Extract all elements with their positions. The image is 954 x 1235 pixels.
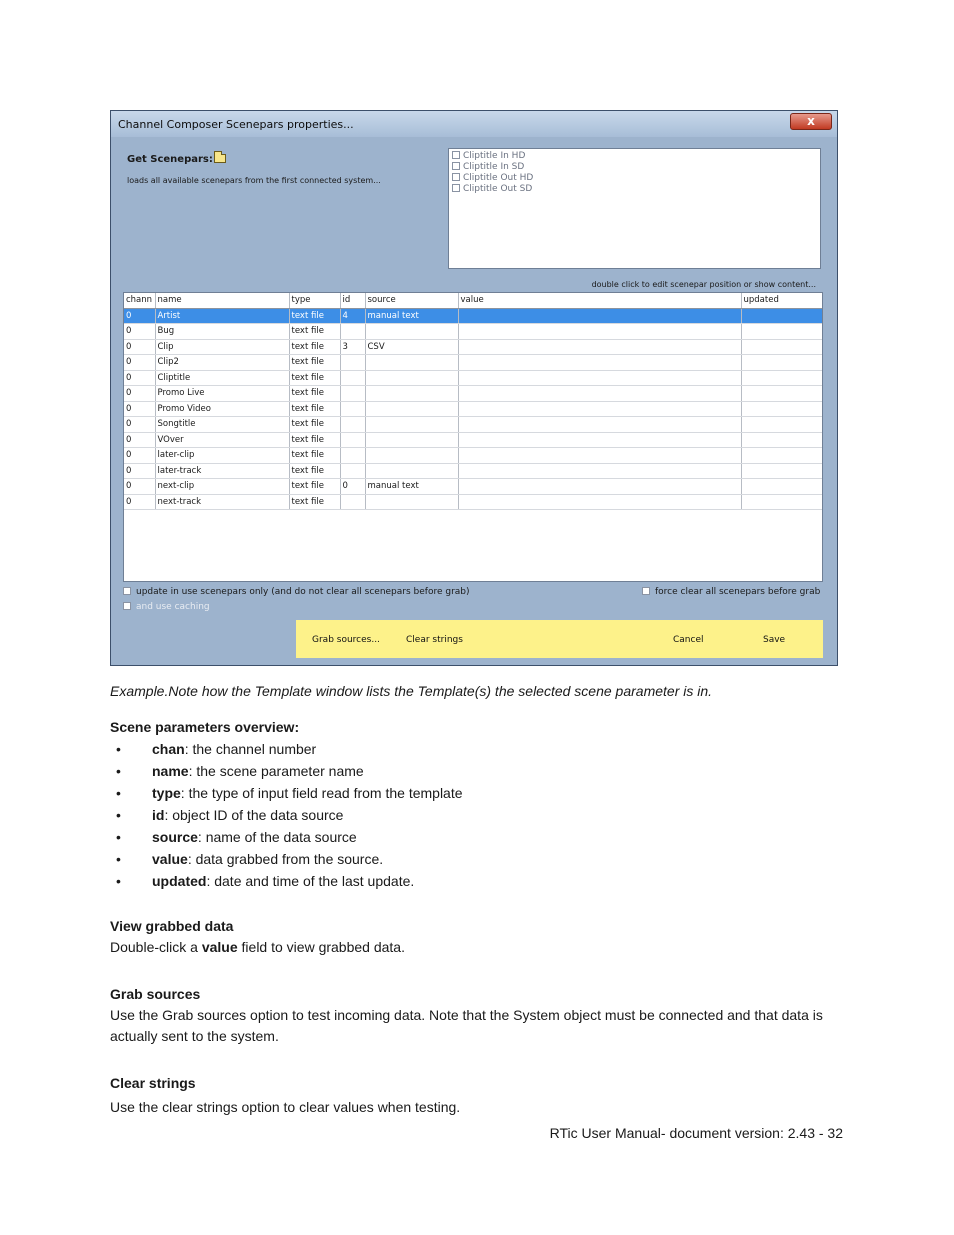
cell-chan[interactable]: 0	[124, 370, 155, 386]
template-item[interactable]	[452, 151, 817, 162]
grid-hint: double click to edit scenepar position or show content...	[591, 280, 816, 289]
cell-value[interactable]	[458, 432, 741, 448]
list-item	[110, 762, 463, 784]
cell-chan[interactable]: 0	[124, 494, 155, 510]
cell-value[interactable]	[458, 308, 741, 324]
cell-id[interactable]	[340, 355, 365, 371]
checkbox[interactable]	[123, 587, 131, 595]
title-bar	[111, 111, 837, 137]
cell-id[interactable]	[340, 417, 365, 433]
grab-heading: Grab sources	[110, 986, 201, 1002]
column-header-type[interactable]: type	[289, 293, 340, 308]
table-row[interactable]	[124, 370, 822, 386]
cell-type[interactable]: text file	[289, 401, 340, 417]
list-item	[110, 850, 463, 872]
table-row[interactable]	[124, 386, 822, 402]
cell-updated[interactable]	[741, 339, 822, 355]
column-header-updated[interactable]: updated	[741, 293, 822, 308]
cell-name[interactable]: later-clip	[155, 448, 289, 464]
cell-chan[interactable]: 0	[124, 355, 155, 371]
cell-value[interactable]	[458, 324, 741, 340]
checkbox[interactable]	[452, 184, 460, 192]
force-clear-label: force clear all scenepars before grab	[655, 587, 821, 597]
overview-heading: Scene parameters overview:	[110, 719, 300, 735]
cell-chan[interactable]: 0	[124, 308, 155, 324]
table-row[interactable]	[124, 417, 822, 433]
cell-id[interactable]	[340, 463, 365, 479]
clear-paragraph: Use the clear strings option to clear values when testing.	[110, 1099, 461, 1115]
param-desc: : the type of input field read from the template	[180, 785, 463, 801]
cell-type[interactable]: text file	[289, 448, 340, 464]
cell-source[interactable]	[365, 355, 458, 371]
dialog-title: Channel Composer Scenepars properties...	[118, 118, 354, 131]
cell-name[interactable]: VOver	[155, 432, 289, 448]
save-button[interactable]: Save	[763, 635, 786, 645]
cell-updated[interactable]	[741, 308, 822, 324]
cell-type[interactable]: text file	[289, 417, 340, 433]
checkbox[interactable]	[452, 173, 460, 181]
cell-updated[interactable]	[741, 324, 822, 340]
cell-type[interactable]: text file	[289, 386, 340, 402]
grab-sources-button[interactable]: Grab sources...	[312, 635, 380, 645]
cancel-button[interactable]: Cancel	[673, 635, 704, 645]
column-header-id[interactable]: id	[340, 293, 365, 308]
use-caching-option[interactable]	[123, 602, 210, 612]
cell-value[interactable]	[458, 479, 741, 495]
cell-chan[interactable]: 0	[124, 463, 155, 479]
cell-chan[interactable]: 0	[124, 479, 155, 495]
cell-source[interactable]	[365, 463, 458, 479]
cell-value[interactable]	[458, 401, 741, 417]
cell-type[interactable]: text file	[289, 308, 340, 324]
cell-updated[interactable]	[741, 370, 822, 386]
table-row[interactable]	[124, 432, 822, 448]
cell-source[interactable]: manual text	[365, 308, 458, 324]
cell-name[interactable]: next-clip	[155, 479, 289, 495]
cell-id[interactable]	[340, 401, 365, 417]
template-item[interactable]	[452, 173, 817, 184]
close-button[interactable]	[790, 113, 832, 130]
scenepars-grid[interactable]	[123, 292, 823, 582]
cell-updated[interactable]	[741, 479, 822, 495]
cell-name[interactable]: Clip2	[155, 355, 289, 371]
cell-name[interactable]: Bug	[155, 324, 289, 340]
cell-id[interactable]: 3	[340, 339, 365, 355]
cell-id[interactable]: 0	[340, 479, 365, 495]
table-row[interactable]	[124, 494, 822, 510]
template-list[interactable]	[448, 148, 821, 269]
cell-type[interactable]: text file	[289, 479, 340, 495]
cell-id[interactable]	[340, 386, 365, 402]
cell-source[interactable]	[365, 494, 458, 510]
param-desc: : data grabbed from the source.	[187, 851, 384, 867]
checkbox[interactable]	[123, 602, 131, 610]
cell-value[interactable]	[458, 355, 741, 371]
parameter-list	[110, 740, 463, 894]
cell-id[interactable]	[340, 324, 365, 340]
list-item	[110, 784, 463, 806]
cell-name[interactable]: Artist	[155, 308, 289, 324]
cell-source[interactable]	[365, 324, 458, 340]
update-in-use-option[interactable]	[123, 587, 470, 597]
cell-updated[interactable]	[741, 386, 822, 402]
clear-heading: Clear strings	[110, 1075, 196, 1091]
cell-chan[interactable]: 0	[124, 386, 155, 402]
cell-id[interactable]	[340, 448, 365, 464]
cell-source[interactable]	[365, 401, 458, 417]
view-text: Double-click a	[110, 939, 202, 955]
force-clear-option[interactable]	[642, 587, 820, 597]
cell-source[interactable]	[365, 448, 458, 464]
cell-updated[interactable]	[741, 463, 822, 479]
close-icon: x	[807, 114, 815, 128]
cell-name[interactable]: Songtitle	[155, 417, 289, 433]
cell-type[interactable]: text file	[289, 324, 340, 340]
column-header-value[interactable]: value	[458, 293, 741, 308]
cell-type[interactable]: text file	[289, 339, 340, 355]
cell-updated[interactable]	[741, 432, 822, 448]
param-term: source	[152, 829, 198, 845]
param-term: updated	[152, 873, 207, 889]
param-term: type	[152, 785, 181, 801]
cell-updated[interactable]	[741, 401, 822, 417]
param-desc: : the channel number	[184, 741, 317, 757]
list-item	[110, 872, 463, 894]
template-label: Cliptitle In HD	[463, 151, 526, 161]
cell-type[interactable]: text file	[289, 494, 340, 510]
cell-source[interactable]: manual text	[365, 479, 458, 495]
cell-chan[interactable]: 0	[124, 401, 155, 417]
table-row[interactable]	[124, 324, 822, 340]
param-desc: : date and time of the last update.	[206, 873, 415, 889]
column-header-source[interactable]: source	[365, 293, 458, 308]
grab-paragraph: Use the Grab sources option to test incoming data. Note that the System object must be connected and that data is actually sent to the system.	[110, 1007, 823, 1044]
button-bar	[296, 620, 823, 658]
cell-source[interactable]	[365, 386, 458, 402]
cell-name[interactable]: Cliptitle	[155, 370, 289, 386]
table-row[interactable]	[124, 355, 822, 371]
cell-chan[interactable]: 0	[124, 339, 155, 355]
cell-name[interactable]: next-track	[155, 494, 289, 510]
cell-updated[interactable]	[741, 448, 822, 464]
template-label: Cliptitle In SD	[463, 162, 525, 172]
clear-strings-button[interactable]: Clear strings	[406, 635, 463, 645]
template-label: Cliptitle Out HD	[463, 173, 534, 183]
cell-id[interactable]	[340, 494, 365, 510]
cell-source[interactable]	[365, 432, 458, 448]
use-caching-label: and use caching	[136, 602, 210, 612]
cell-updated[interactable]	[741, 494, 822, 510]
table-row[interactable]	[124, 448, 822, 464]
cell-type[interactable]: text file	[289, 370, 340, 386]
cell-value[interactable]	[458, 448, 741, 464]
empty-cell	[124, 510, 822, 583]
cell-chan[interactable]: 0	[124, 324, 155, 340]
cell-name[interactable]: Clip	[155, 339, 289, 355]
cell-id[interactable]	[340, 370, 365, 386]
scenepars-dialog	[110, 110, 838, 666]
param-term: id	[152, 807, 165, 823]
cell-source[interactable]: CSV	[365, 339, 458, 355]
param-desc: : the scene parameter name	[188, 763, 364, 779]
cell-type[interactable]: text file	[289, 355, 340, 371]
figure-caption: Example.Note how the Template window lists the Template(s) the selected scene parameter is in.	[110, 683, 713, 699]
cell-chan[interactable]: 0	[124, 432, 155, 448]
param-desc: : name of the data source	[197, 829, 357, 845]
column-header-name[interactable]: name	[155, 293, 289, 308]
cell-chan[interactable]: 0	[124, 448, 155, 464]
view-text-end: field to view grabbed data.	[237, 939, 405, 955]
table-row[interactable]	[124, 479, 822, 495]
view-paragraph	[110, 937, 840, 958]
cell-value[interactable]	[458, 463, 741, 479]
cell-source[interactable]	[365, 370, 458, 386]
empty-grid-area	[124, 510, 822, 583]
cell-name[interactable]: Promo Live	[155, 386, 289, 402]
param-term: name	[152, 763, 189, 779]
cell-chan[interactable]: 0	[124, 417, 155, 433]
param-term: value	[152, 851, 188, 867]
list-item	[110, 806, 463, 828]
cell-id[interactable]: 4	[340, 308, 365, 324]
cell-value[interactable]	[458, 370, 741, 386]
checkbox[interactable]	[642, 587, 650, 595]
param-term: chan	[152, 741, 185, 757]
view-term: value	[201, 939, 238, 955]
update-in-use-label: update in use scenepars only (and do not clear all scenepars before grab)	[136, 587, 470, 597]
cell-value[interactable]	[458, 339, 741, 355]
checkbox[interactable]	[452, 151, 460, 159]
template-item[interactable]	[452, 162, 817, 173]
cell-value[interactable]	[458, 386, 741, 402]
table-row[interactable]	[124, 401, 822, 417]
table-row[interactable]	[124, 463, 822, 479]
cell-value[interactable]	[458, 417, 741, 433]
get-scenepars-label: Get Scenepars:	[127, 154, 213, 165]
table-row[interactable]	[124, 339, 822, 355]
grid-header	[124, 293, 822, 308]
list-item	[110, 740, 463, 762]
cell-type[interactable]: text file	[289, 463, 340, 479]
page-footer: RTic User Manual- document version: 2.43 - 32	[549, 1125, 843, 1141]
table-row[interactable]	[124, 308, 822, 324]
template-label: Cliptitle Out SD	[463, 184, 533, 194]
cell-value[interactable]	[458, 494, 741, 510]
list-item	[110, 828, 463, 850]
get-scenepars-description: loads all available scenepars from the first connected system...	[127, 176, 381, 185]
template-item[interactable]	[452, 184, 817, 195]
cell-source[interactable]	[365, 417, 458, 433]
cell-name[interactable]: Promo Video	[155, 401, 289, 417]
cell-id[interactable]	[340, 432, 365, 448]
cell-updated[interactable]	[741, 355, 822, 371]
cell-type[interactable]: text file	[289, 432, 340, 448]
checkbox[interactable]	[452, 162, 460, 170]
view-heading: View grabbed data	[110, 918, 234, 934]
cell-updated[interactable]	[741, 417, 822, 433]
cell-name[interactable]: later-track	[155, 463, 289, 479]
column-header-chan[interactable]: chann	[124, 293, 155, 308]
param-desc: : object ID of the data source	[164, 807, 344, 823]
folder-icon[interactable]	[214, 154, 226, 163]
